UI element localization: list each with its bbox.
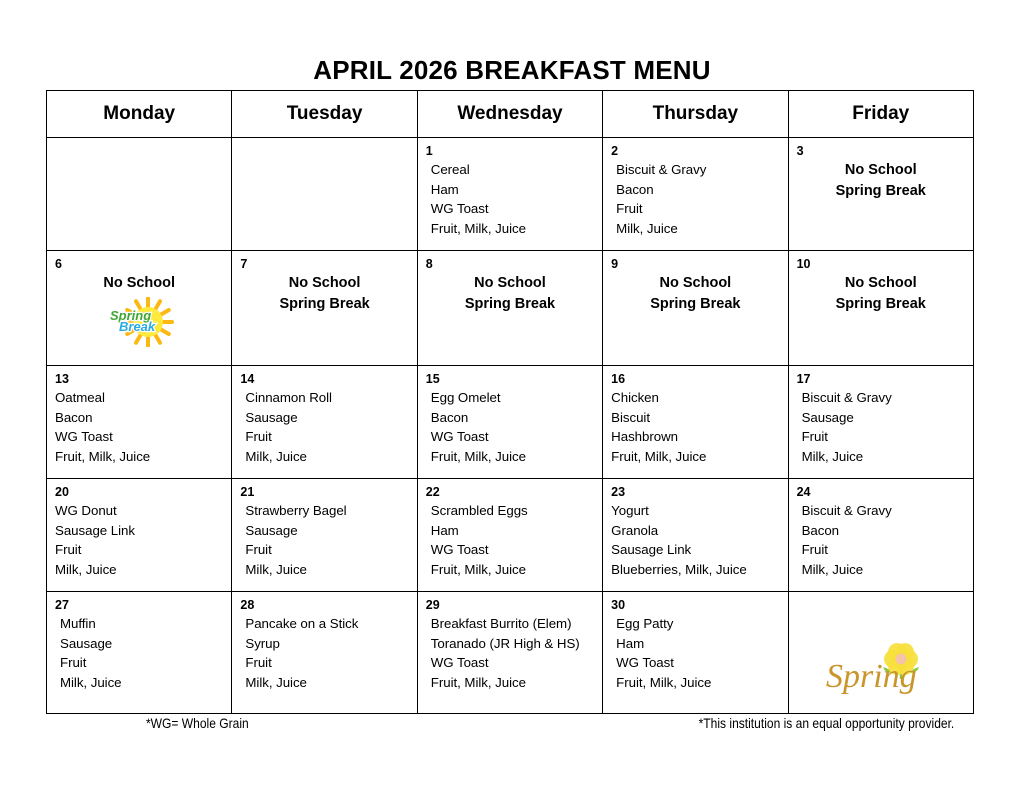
day-cell (418, 592, 602, 713)
day-number: 3 (796, 144, 804, 158)
no-school-line: No School (659, 275, 732, 291)
menu-item: Breakfast Burrito (Elem) (430, 616, 572, 631)
calendar-day-empty (232, 138, 417, 251)
day-cell (47, 479, 231, 591)
calendar-day-27 (47, 592, 232, 714)
menu-item: Milk, Juice (245, 448, 307, 464)
menu-item: Sausage Link (611, 542, 692, 558)
day-cell (232, 138, 416, 250)
menu-item: Ham (430, 181, 459, 197)
no-school-line: Spring Break (650, 296, 741, 312)
day-cell (603, 251, 787, 365)
calendar-day-empty (788, 592, 973, 714)
svg-text:Spring: Spring (110, 308, 152, 323)
menu-item: WG Toast (616, 655, 674, 671)
menu-item-list (240, 388, 408, 466)
day-number: 24 (796, 485, 811, 499)
day-number: 22 (425, 485, 440, 499)
calendar-day-22 (417, 479, 602, 592)
menu-item-list (426, 614, 594, 692)
menu-item: Biscuit & Gravy (616, 162, 707, 177)
day-number: 8 (425, 257, 433, 271)
day-number: 29 (425, 598, 440, 612)
spring-break-sun-icon (102, 297, 176, 347)
menu-item-list (426, 501, 594, 579)
day-number: 15 (425, 372, 440, 386)
menu-item: Fruit (616, 201, 643, 217)
day-cell (603, 479, 787, 591)
menu-item: Milk, Juice (60, 674, 122, 690)
menu-item: Sausage Link (55, 522, 135, 538)
calendar-day-3 (788, 138, 973, 251)
menu-item: Milk, Juice (801, 561, 864, 577)
menu-item-list (611, 160, 779, 238)
day-cell (232, 592, 416, 713)
menu-item: Bacon (616, 181, 654, 197)
menu-item: Fruit, Milk, Juice (430, 561, 526, 577)
menu-item: Scrambled Eggs (430, 503, 528, 518)
calendar-day-16 (603, 366, 788, 479)
footnote-equal-opportunity: *This institution is an equal opportunity provider. (698, 715, 954, 731)
menu-item: Syrup (245, 635, 280, 651)
day-cell (418, 366, 602, 478)
menu-item: Blueberries, Milk, Juice (611, 561, 747, 577)
menu-item: Fruit, Milk, Juice (430, 220, 526, 236)
menu-item: WG Toast (430, 542, 489, 558)
day-number (797, 598, 965, 612)
menu-item: Milk, Juice (616, 220, 678, 236)
menu-item: Fruit (55, 542, 82, 558)
no-school-line: No School (288, 275, 361, 291)
calendar-day-13 (47, 366, 232, 479)
svg-text:Spring: Spring (825, 657, 917, 695)
menu-item-list (55, 388, 223, 466)
menu-item: WG Toast (55, 429, 113, 445)
day-number (240, 144, 408, 158)
calendar-table (46, 90, 974, 714)
no-school-line: Spring Break (835, 183, 926, 199)
menu-item-list (55, 501, 223, 579)
menu-item: Fruit, Milk, Juice (430, 674, 526, 690)
menu-item-list (55, 614, 223, 692)
calendar-day-24 (788, 479, 973, 592)
menu-item: Fruit, Milk, Juice (611, 448, 707, 464)
day-number: 16 (611, 372, 626, 386)
menu-item-list (611, 614, 779, 692)
calendar-day-21 (232, 479, 417, 592)
menu-item: Chicken (611, 390, 659, 405)
menu-item: Muffin (60, 616, 96, 631)
menu-item-list (426, 160, 594, 238)
footnote-wg: *WG= Whole Grain (146, 715, 249, 731)
calendar-day-29 (417, 592, 602, 714)
day-number: 2 (611, 144, 619, 158)
menu-item: Sausage (245, 409, 298, 425)
calendar-day-8 (417, 251, 602, 366)
weekday-header-monday: Monday (47, 91, 232, 138)
day-cell (789, 366, 973, 478)
day-number: 13 (55, 372, 69, 386)
calendar-day-14 (232, 366, 417, 479)
no-school-line: No School (474, 275, 546, 291)
no-school-line: No School (103, 275, 176, 291)
calendar-day-2 (603, 138, 788, 251)
calendar-day-30 (603, 592, 788, 714)
calendar-header-row (47, 91, 974, 138)
menu-item: Toranado (JR High & HS) (430, 635, 580, 651)
day-cell (418, 251, 602, 365)
day-cell (789, 592, 973, 713)
menu-item: Pancake on a Stick (245, 616, 359, 631)
no-school-notice (55, 273, 223, 294)
menu-item: Bacon (55, 409, 93, 425)
menu-item: Fruit (245, 542, 272, 558)
day-number: 14 (240, 372, 255, 386)
weekday-header-thursday: Thursday (603, 91, 788, 138)
no-school-notice (240, 273, 408, 315)
svg-text:Break: Break (119, 319, 156, 334)
weekday-header-friday: Friday (788, 91, 973, 138)
calendar-day-20 (47, 479, 232, 592)
day-cell (789, 138, 973, 250)
menu-item: Fruit (801, 429, 828, 445)
menu-item: WG Toast (430, 429, 489, 445)
menu-item: Oatmeal (55, 390, 105, 405)
menu-item: Hashbrown (611, 429, 678, 445)
menu-item: Fruit (245, 655, 272, 671)
no-school-notice (611, 273, 779, 315)
menu-item: Ham (430, 522, 459, 538)
menu-item: Cereal (430, 162, 470, 177)
calendar-day-1 (417, 138, 602, 251)
menu-item-list (240, 501, 408, 579)
calendar-week-row (47, 251, 974, 366)
menu-item: Egg Omelet (430, 390, 501, 405)
menu-item: Milk, Juice (55, 561, 117, 577)
menu-item: Sausage (245, 522, 298, 538)
day-cell (232, 251, 416, 365)
no-school-line: Spring Break (279, 296, 370, 312)
day-number: 21 (240, 485, 255, 499)
menu-item-list (426, 388, 594, 466)
day-number: 7 (240, 257, 248, 271)
menu-item: Milk, Juice (801, 448, 864, 464)
calendar-day-9 (603, 251, 788, 366)
menu-item: Biscuit & Gravy (801, 503, 892, 518)
menu-item: Bacon (801, 522, 840, 538)
menu-item: Fruit, Milk, Juice (616, 674, 712, 690)
calendar-day-28 (232, 592, 417, 714)
menu-item-list (240, 614, 408, 692)
menu-item-list (611, 388, 779, 466)
calendar-body (47, 138, 974, 714)
day-cell (47, 138, 231, 250)
menu-item: Biscuit & Gravy (801, 390, 892, 405)
menu-item: Yogurt (611, 503, 649, 518)
calendar-day-23 (603, 479, 788, 592)
menu-item: Bacon (430, 409, 469, 425)
day-cell (603, 138, 787, 250)
weekday-header-tuesday: Tuesday (232, 91, 417, 138)
menu-item: WG Donut (55, 503, 117, 518)
day-number: 27 (55, 598, 69, 612)
menu-item: Ham (616, 635, 645, 651)
menu-item: Fruit (801, 542, 828, 558)
calendar-week-row (47, 366, 974, 479)
calendar-day-7 (232, 251, 417, 366)
page-title: APRIL 2026 BREAKFAST MENU (313, 55, 711, 85)
menu-item: Sausage (801, 409, 854, 425)
calendar-day-15 (417, 366, 602, 479)
day-cell (789, 251, 973, 365)
menu-item: WG Toast (430, 655, 489, 671)
calendar-week-row (47, 592, 974, 714)
menu-item: Granola (611, 522, 659, 538)
menu-item: WG Toast (430, 201, 489, 217)
menu-item: Sausage (60, 635, 113, 651)
day-number: 30 (611, 598, 626, 612)
menu-item: Strawberry Bagel (245, 503, 347, 518)
day-number: 1 (425, 144, 433, 158)
menu-item-list (797, 501, 965, 579)
spring-flower-icon (797, 614, 965, 725)
day-cell (47, 592, 231, 713)
footnotes (46, 713, 968, 739)
no-school-line: No School (844, 162, 917, 178)
menu-item: Cinnamon Roll (245, 390, 332, 405)
calendar-day-empty (47, 138, 232, 251)
day-cell (789, 479, 973, 591)
menu-item: Biscuit (611, 409, 650, 425)
day-number: 20 (55, 485, 69, 499)
no-school-notice (797, 160, 965, 202)
day-number: 23 (611, 485, 626, 499)
calendar-week-row (47, 479, 974, 592)
day-number: 28 (240, 598, 255, 612)
day-cell (47, 251, 231, 365)
day-cell (418, 138, 602, 250)
no-school-line: No School (844, 275, 917, 291)
day-cell (232, 479, 416, 591)
calendar-day-6 (47, 251, 232, 366)
calendar-week-row (47, 138, 974, 251)
menu-item-list (611, 501, 779, 579)
day-number: 6 (55, 257, 62, 271)
menu-item: Fruit, Milk, Juice (55, 448, 151, 464)
day-number: 9 (611, 257, 619, 271)
day-number: 10 (796, 257, 811, 271)
calendar-day-17 (788, 366, 973, 479)
menu-item: Fruit, Milk, Juice (430, 448, 526, 464)
day-cell (47, 366, 231, 478)
menu-item: Egg Patty (616, 616, 674, 631)
menu-item: Fruit (245, 429, 272, 445)
menu-item: Fruit (60, 655, 87, 671)
menu-item-list (797, 388, 965, 466)
calendar-day-10 (788, 251, 973, 366)
day-cell (603, 366, 787, 478)
no-school-notice (797, 273, 965, 315)
day-cell (418, 479, 602, 591)
no-school-line: Spring Break (464, 296, 556, 312)
day-number (55, 144, 223, 158)
weekday-header-wednesday: Wednesday (417, 91, 602, 138)
menu-item: Milk, Juice (245, 561, 307, 577)
no-school-notice (426, 273, 594, 315)
menu-item: Milk, Juice (245, 674, 307, 690)
day-number: 17 (796, 372, 811, 386)
day-cell (232, 366, 416, 478)
day-cell (603, 592, 787, 713)
no-school-line: Spring Break (835, 296, 926, 312)
